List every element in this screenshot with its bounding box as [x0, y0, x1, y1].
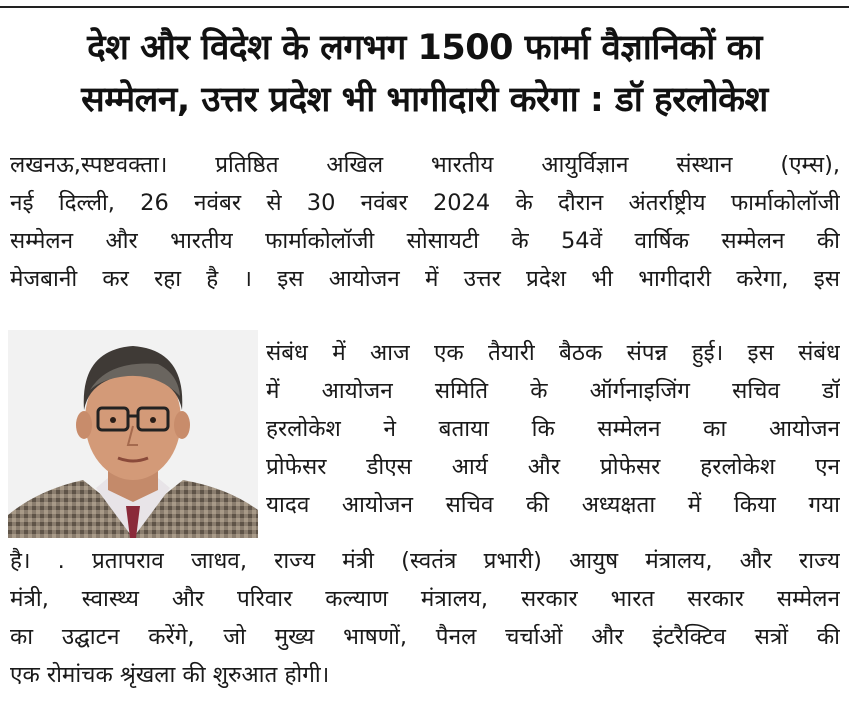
article-paragraph-side [266, 334, 840, 524]
headline-line-1: देश और विदेश के लगभग 1500 फार्मा वैज्ञानिकों का [87, 28, 762, 68]
article-line: लखनऊ,स्पष्टवक्ता। प्रतिष्ठित अखिल भारतीय आयुर्विज्ञान संस्थान (एम्स), [10, 152, 840, 178]
article-line: का उद्घाटन करेंगे, जो मुख्य भाषणों, पैनल चर्चाओं और इंटरैक्टिव सत्रों की [10, 624, 840, 650]
headline [0, 22, 849, 126]
article-line: यादव आयोजन सचिव की अध्यक्षता में किया गया [266, 492, 840, 518]
article-line: नई दिल्ली, 26 नवंबर से 30 नवंबर 2024 के दौरान अंतर्राष्ट्रीय फार्माकोलॉजी [10, 190, 840, 216]
article-line: सम्मेलन और भारतीय फार्माकोलॉजी सोसायटी के 54वें वार्षिक सम्मेलन की [10, 228, 840, 254]
headline-line-2: सम्मेलन, उत्तर प्रदेश भी भागीदारी करेगा : डॉ हरलोकेश [81, 80, 768, 120]
portrait-photo [8, 330, 258, 538]
article-line: में आयोजन समिति के ऑर्गनाइजिंग सचिव डॉ [266, 378, 840, 404]
article-line: हरलोकेश ने बताया कि सम्मेलन का आयोजन [266, 416, 840, 442]
top-rule [0, 0, 849, 8]
article-line: मेजबानी कर रहा है । इस आयोजन में उत्तर प्रदेश भी भागीदारी करेगा, इस [10, 266, 840, 292]
article-line: मंत्री, स्वास्थ्य और परिवार कल्याण मंत्रालय, सरकार भारत सरकार सम्मेलन [10, 586, 840, 612]
article-line: है। . प्रतापराव जाधव, राज्य मंत्री (स्वतंत्र प्रभारी) आयुष मंत्रालय, और राज्य [10, 548, 840, 574]
article-paragraph-top [10, 146, 840, 298]
article-paragraph-bottom [10, 542, 840, 694]
article-line: प्रोफेसर डीएस आर्य और प्रोफेसर हरलोकेश एन [266, 454, 840, 480]
article-line: संबंध में आज एक तैयारी बैठक संपन्न हुई। इस संबंध [266, 340, 840, 366]
article-line: एक रोमांचक श्रृंखला की शुरुआत होगी। [10, 662, 330, 688]
